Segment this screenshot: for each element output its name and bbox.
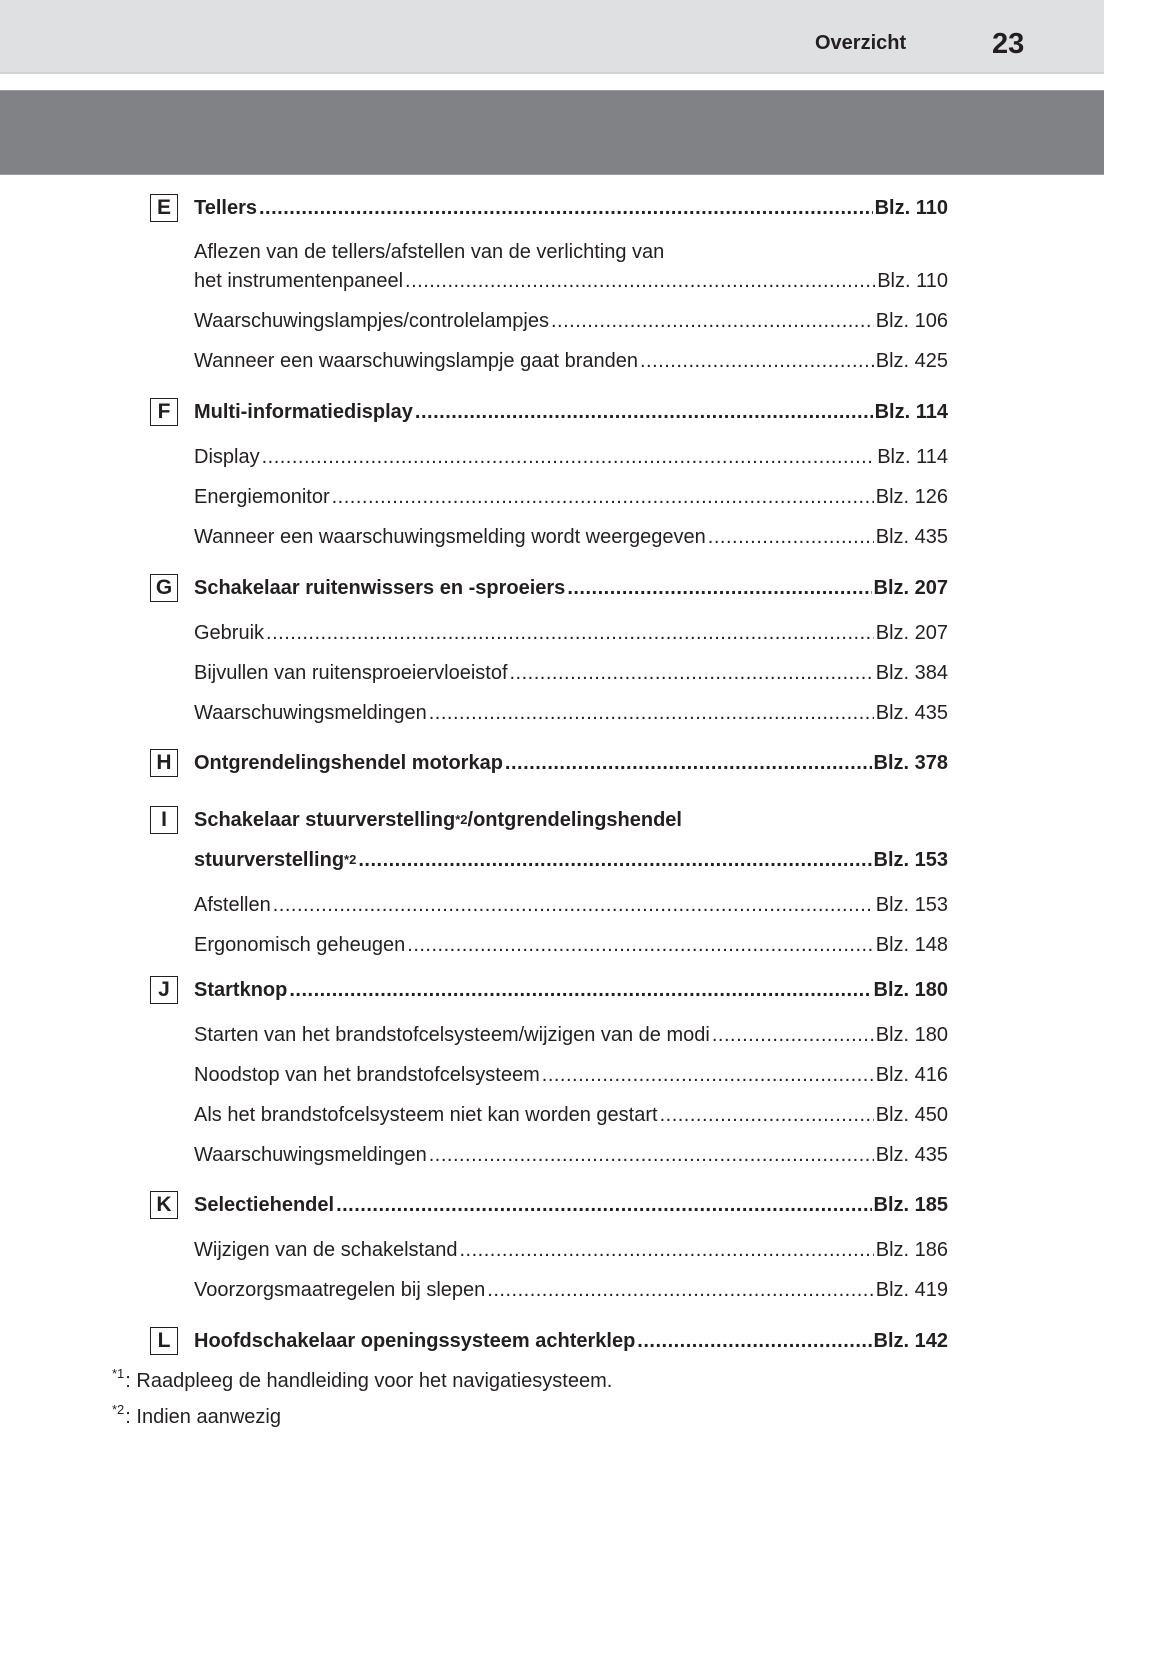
heading-text: Schakelaar ruitenwissers en -sproeiers bbox=[194, 576, 566, 599]
section-g bbox=[150, 568, 948, 733]
list-item: Aflezen van de tellers/afstellen van de verlichting van het instrumentenpaneel ..... Blz. 110 bbox=[194, 233, 948, 301]
section-f bbox=[150, 392, 948, 557]
leader-dots bbox=[637, 1330, 871, 1353]
list-item[interactable]: Energiemonitor ..... Blz. 126 bbox=[194, 477, 948, 517]
page-ref: Blz. 425 bbox=[875, 349, 948, 372]
heading-entry[interactable] bbox=[194, 743, 948, 783]
page-ref: Blz. 207 bbox=[873, 576, 948, 599]
footnote-2: $^{*2}$: Indien aanwezig bbox=[112, 1402, 281, 1428]
page-ref: Blz. 180 bbox=[873, 978, 948, 1001]
list-item[interactable]: Starten van het brandstofcelsysteem/wijzigen van de modi ..... Blz. 180 bbox=[194, 1015, 948, 1055]
page-ref: Blz. 148 bbox=[875, 933, 948, 956]
leader-dots bbox=[542, 1064, 874, 1087]
leader-dots bbox=[429, 1144, 874, 1167]
footnote-1: $^{*1}$: Raadpleeg de handleiding voor het navigatiesysteem. bbox=[112, 1366, 613, 1392]
header-dark-band bbox=[0, 90, 1104, 175]
page-ref: Blz. 416 bbox=[875, 1063, 948, 1086]
leader-dots bbox=[429, 702, 874, 725]
leader-dots bbox=[712, 1024, 874, 1047]
page-ref: Blz. 153 bbox=[873, 848, 948, 871]
page-ref: Blz. 419 bbox=[875, 1278, 948, 1301]
heading-text: Hoofdschakelaar openingssysteem achterklep bbox=[194, 1329, 636, 1352]
leader-dots bbox=[487, 1279, 873, 1302]
page-ref: Blz. 435 bbox=[875, 525, 948, 548]
page-ref: Blz. 384 bbox=[875, 661, 948, 684]
letter-label: J bbox=[150, 976, 178, 1004]
page-ref: Blz. 106 bbox=[875, 309, 948, 332]
leader-dots bbox=[551, 310, 874, 333]
section-j bbox=[150, 970, 948, 1175]
list-item[interactable]: Display ..... Blz. 114 bbox=[194, 437, 948, 477]
heading-entry[interactable] bbox=[194, 1185, 948, 1225]
leader-dots bbox=[640, 350, 874, 373]
list-item[interactable]: Ergonomisch geheugen ..... Blz. 148 bbox=[194, 925, 948, 965]
heading-text: Multi-informatiedisplay bbox=[194, 400, 413, 423]
list-item[interactable]: Afstellen ..... Blz. 153 bbox=[194, 885, 948, 925]
page-ref: Blz. 110 bbox=[874, 196, 948, 219]
letter-label: E bbox=[150, 194, 178, 222]
page-ref: Blz. 114 bbox=[877, 445, 948, 468]
heading-entry[interactable] bbox=[194, 1321, 948, 1361]
leader-dots bbox=[259, 197, 873, 220]
leader-dots bbox=[262, 446, 876, 469]
heading-entry[interactable] bbox=[194, 392, 948, 432]
leader-dots bbox=[407, 934, 873, 957]
leader-dots bbox=[510, 662, 874, 685]
heading-line: Schakelaar stuurverstelling *2 /ontgrendelingshendel bbox=[194, 808, 682, 831]
leader-dots bbox=[332, 486, 874, 509]
page-ref: Blz. 153 bbox=[875, 893, 948, 916]
list-item[interactable]: Bijvullen van ruitensproeiervloeistof ..... Blz. 384 bbox=[194, 653, 948, 693]
heading-text: Selectiehendel bbox=[194, 1193, 335, 1216]
heading-text: Startknop bbox=[194, 978, 288, 1001]
heading-entry[interactable] bbox=[194, 970, 948, 1010]
section-i bbox=[150, 800, 948, 965]
heading-entry[interactable] bbox=[194, 188, 948, 228]
page-ref: Blz. 126 bbox=[875, 485, 948, 508]
leader-dots bbox=[459, 1239, 873, 1262]
leader-dots bbox=[415, 401, 873, 424]
leader-dots bbox=[289, 979, 871, 1002]
list-item[interactable]: Waarschuwingslampjes/controlelampjes ..... Blz. 106 bbox=[194, 301, 948, 341]
page-ref: Blz. 180 bbox=[875, 1023, 948, 1046]
section-e bbox=[150, 188, 948, 381]
heading-text: stuurverstelling bbox=[194, 848, 345, 871]
leader-dots bbox=[358, 849, 871, 872]
page-ref: Blz. 435 bbox=[875, 1143, 948, 1166]
page-ref: Blz. 450 bbox=[875, 1103, 948, 1126]
leader-dots bbox=[708, 526, 874, 549]
heading-text: Tellers bbox=[194, 196, 257, 219]
section-h bbox=[150, 743, 948, 788]
letter-label: K bbox=[150, 1191, 178, 1219]
list-item[interactable]: Noodstop van het brandstofcelsysteem ..... Blz. 416 bbox=[194, 1055, 948, 1095]
list-item-line[interactable]: het instrumentenpaneel ..... Blz. 110 bbox=[194, 267, 948, 301]
page-ref: Blz. 378 bbox=[873, 751, 948, 774]
page-ref: Blz. 110 bbox=[877, 270, 948, 292]
heading-entry[interactable]: stuurverstelling *2 ..... Blz. 153 bbox=[194, 840, 948, 880]
list-item[interactable]: Voorzorgsmaatregelen bij slepen ..... Blz. 419 bbox=[194, 1270, 948, 1310]
leader-dots bbox=[505, 752, 872, 775]
list-item[interactable]: Waarschuwingsmeldingen ..... Blz. 435 bbox=[194, 693, 948, 733]
page-number: 23 bbox=[992, 28, 1025, 60]
page-ref: Blz. 142 bbox=[873, 1329, 948, 1352]
list-item[interactable]: Wijzigen van de schakelstand ..... Blz. 186 bbox=[194, 1230, 948, 1270]
list-item[interactable]: Wanneer een waarschuwingslampje gaat branden ..... Blz. 425 bbox=[194, 341, 948, 381]
letter-label: F bbox=[150, 398, 178, 426]
page-ref: Blz. 186 bbox=[875, 1238, 948, 1261]
page-ref: Blz. 185 bbox=[873, 1193, 948, 1216]
letter-label: G bbox=[150, 574, 178, 602]
leader-dots bbox=[336, 1194, 871, 1217]
list-item[interactable]: Wanneer een waarschuwingsmelding wordt weergegeven ..... Blz. 435 bbox=[194, 517, 948, 557]
letter-label: I bbox=[150, 806, 178, 834]
heading-text: Ontgrendelingshendel motorkap bbox=[194, 751, 503, 774]
heading-entry[interactable] bbox=[194, 568, 948, 608]
page-ref: Blz. 435 bbox=[875, 701, 948, 724]
page-ref: Blz. 207 bbox=[875, 621, 948, 644]
leader-dots bbox=[660, 1104, 874, 1127]
leader-dots bbox=[266, 622, 874, 645]
leader-dots bbox=[405, 267, 875, 296]
section-title: Overzicht bbox=[815, 32, 907, 54]
list-item[interactable]: Als het brandstofcelsysteem niet kan worden gestart ..... Blz. 450 bbox=[194, 1095, 948, 1135]
header-band bbox=[0, 0, 1104, 74]
leader-dots bbox=[567, 577, 871, 600]
section-k bbox=[150, 1185, 948, 1310]
leader-dots bbox=[273, 894, 874, 917]
letter-label: H bbox=[150, 749, 178, 777]
page-ref: Blz. 114 bbox=[874, 400, 948, 423]
list-item[interactable]: Gebruik ..... Blz. 207 bbox=[194, 613, 948, 653]
list-item[interactable]: Waarschuwingsmeldingen ..... Blz. 435 bbox=[194, 1135, 948, 1175]
section-l bbox=[150, 1321, 948, 1366]
letter-label: L bbox=[150, 1327, 178, 1355]
